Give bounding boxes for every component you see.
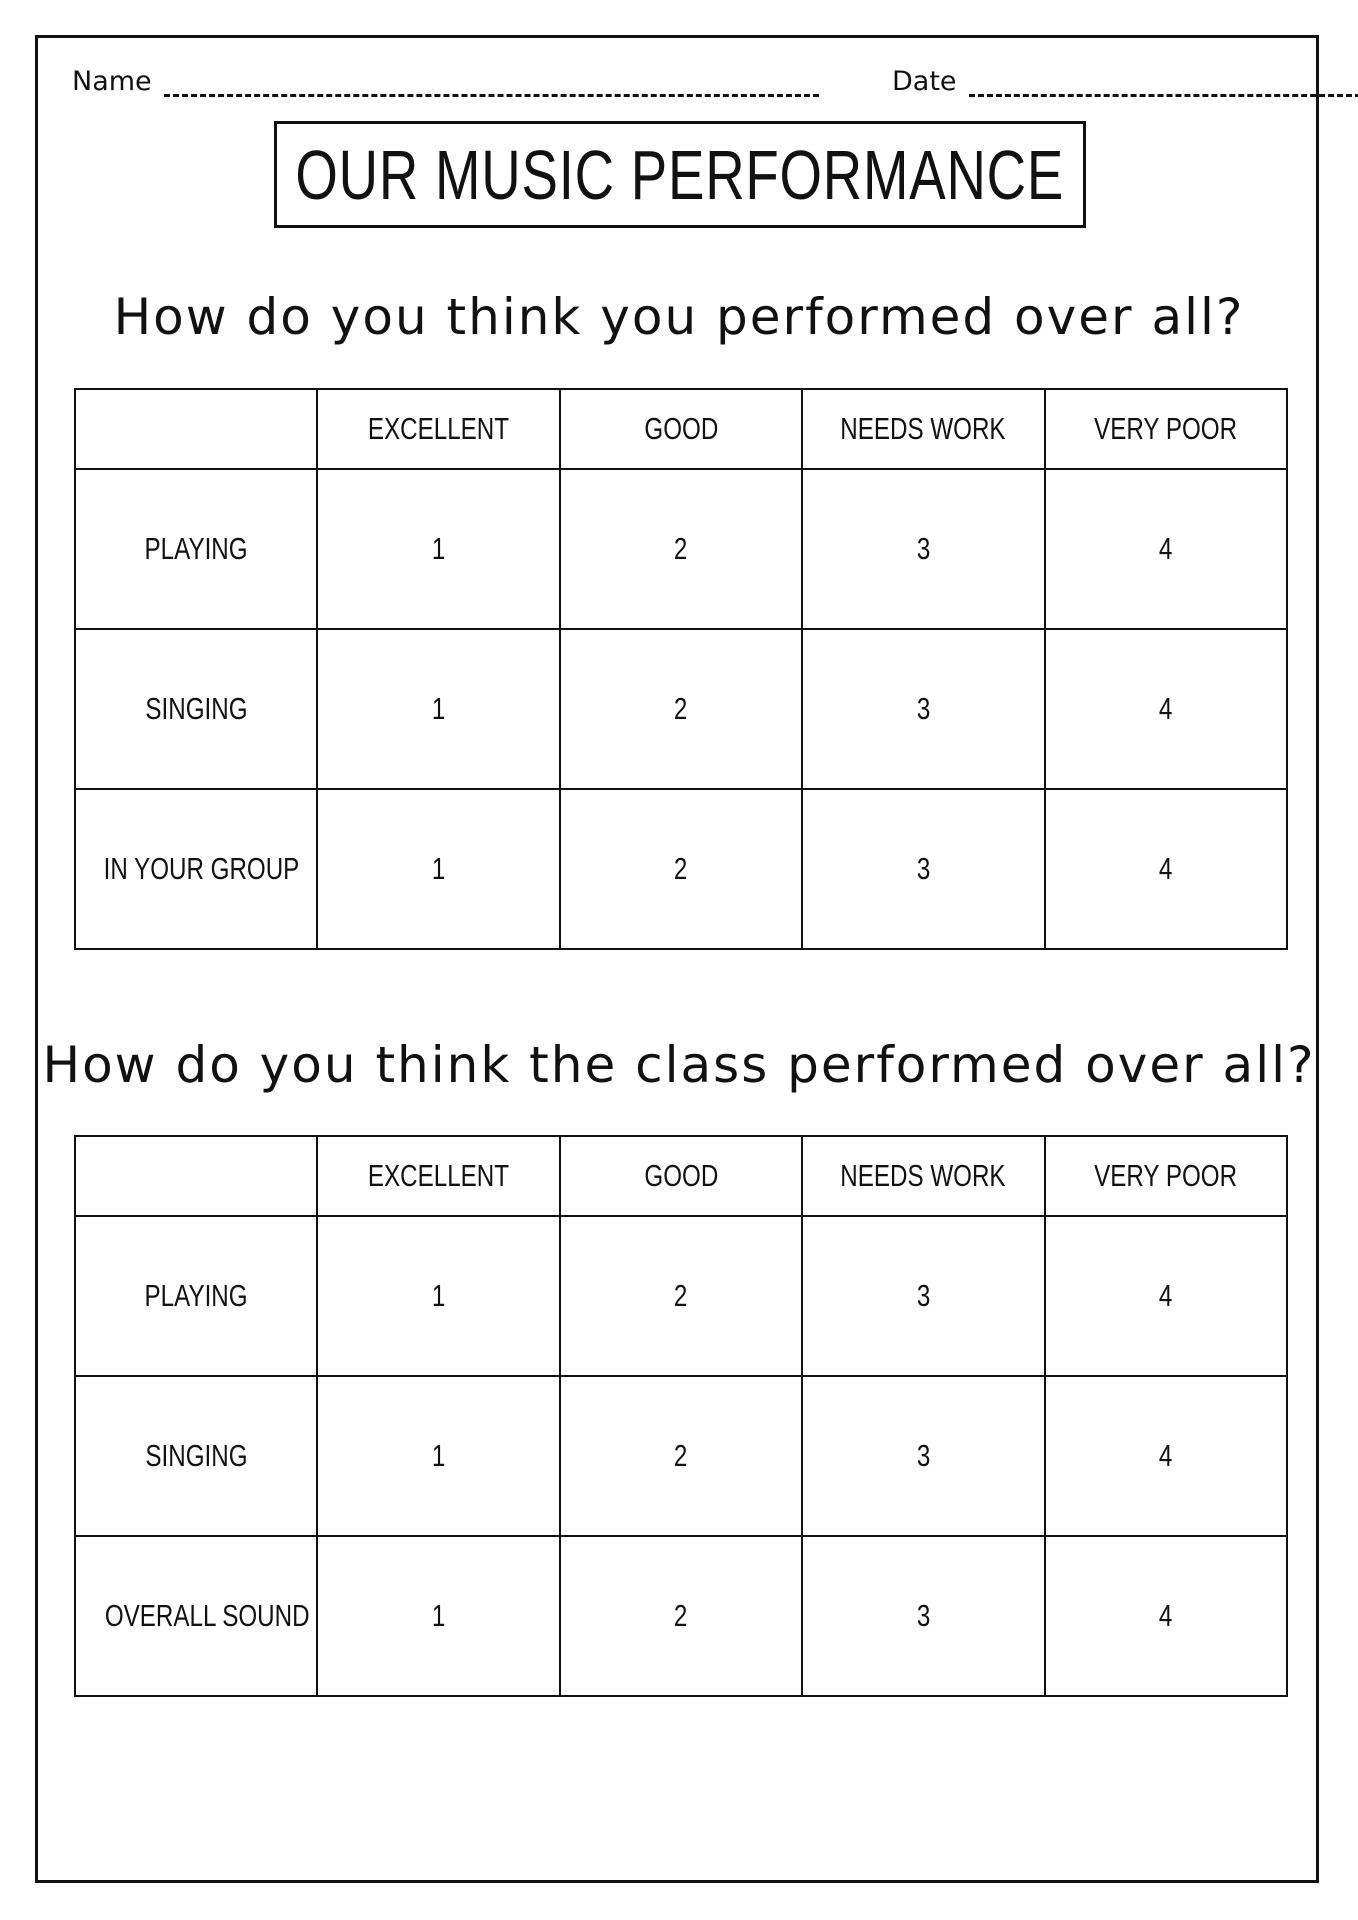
rating-cell-4[interactable]: 4: [1045, 1216, 1287, 1376]
rating-cell-3[interactable]: 3: [802, 789, 1044, 949]
row-label-singing: SINGING: [75, 629, 317, 789]
name-field[interactable]: [72, 66, 819, 97]
rating-cell-2[interactable]: 2: [560, 629, 802, 789]
question-self: How do you think you performed over all?: [113, 288, 1245, 346]
rating-table-self: [74, 388, 1288, 950]
row-label-playing: PLAYING: [75, 1216, 317, 1376]
table-row-singing: [75, 629, 1287, 789]
rating-cell-1[interactable]: 1: [317, 789, 559, 949]
table-row-singing: [75, 1376, 1287, 1536]
rating-cell-1[interactable]: 1: [317, 1376, 559, 1536]
rating-cell-1[interactable]: 1: [317, 469, 559, 629]
row-label-in-your-group: IN YOUR GROUP: [75, 789, 317, 949]
rating-cell-2[interactable]: 2: [560, 789, 802, 949]
rating-cell-4[interactable]: 4: [1045, 1376, 1287, 1536]
column-header-very-poor: VERY POOR: [1045, 389, 1287, 469]
rating-cell-3[interactable]: 3: [802, 1216, 1044, 1376]
rating-cell-3[interactable]: 3: [802, 1536, 1044, 1696]
rating-cell-3[interactable]: 3: [802, 1376, 1044, 1536]
table-header-row: [75, 389, 1287, 469]
page-title: OUR MUSIC PERFORMANCE: [295, 135, 1065, 214]
date-input-line[interactable]: [969, 68, 1358, 97]
table-row-overall-sound: [75, 1536, 1287, 1696]
column-header-excellent: EXCELLENT: [317, 389, 559, 469]
date-label: Date: [892, 66, 957, 97]
rating-cell-2[interactable]: 2: [560, 1376, 802, 1536]
rating-cell-3[interactable]: 3: [802, 469, 1044, 629]
date-field[interactable]: [892, 66, 1358, 97]
rating-cell-2[interactable]: 2: [560, 1216, 802, 1376]
rating-cell-1[interactable]: 1: [317, 1216, 559, 1376]
header-blank-cell: [75, 389, 317, 469]
row-label-playing: PLAYING: [75, 469, 317, 629]
row-label-overall-sound: OVERALL SOUND: [75, 1536, 317, 1696]
row-label-singing: SINGING: [75, 1376, 317, 1536]
page-title-box: [274, 121, 1086, 228]
table-row-playing: [75, 469, 1287, 629]
rating-cell-4[interactable]: 4: [1045, 629, 1287, 789]
header-blank-cell: [75, 1136, 317, 1216]
column-header-needs-work: NEEDS WORK: [802, 389, 1044, 469]
column-header-needs-work: NEEDS WORK: [802, 1136, 1044, 1216]
rating-cell-2[interactable]: 2: [560, 1536, 802, 1696]
rating-cell-4[interactable]: 4: [1045, 469, 1287, 629]
question-class: How do you think the class performed over all?: [42, 1036, 1316, 1094]
rating-cell-2[interactable]: 2: [560, 469, 802, 629]
rating-cell-1[interactable]: 1: [317, 1536, 559, 1696]
column-header-very-poor: VERY POOR: [1045, 1136, 1287, 1216]
rating-table-class: [74, 1135, 1288, 1697]
rating-cell-4[interactable]: 4: [1045, 1536, 1287, 1696]
rating-cell-3[interactable]: 3: [802, 629, 1044, 789]
table-row-playing: [75, 1216, 1287, 1376]
rating-cell-1[interactable]: 1: [317, 629, 559, 789]
column-header-excellent: EXCELLENT: [317, 1136, 559, 1216]
name-input-line[interactable]: [164, 68, 819, 97]
rating-cell-4[interactable]: 4: [1045, 789, 1287, 949]
table-row-in-your-group: [75, 789, 1287, 949]
name-label: Name: [72, 66, 152, 97]
table-header-row: [75, 1136, 1287, 1216]
column-header-good: GOOD: [560, 1136, 802, 1216]
column-header-good: GOOD: [560, 389, 802, 469]
